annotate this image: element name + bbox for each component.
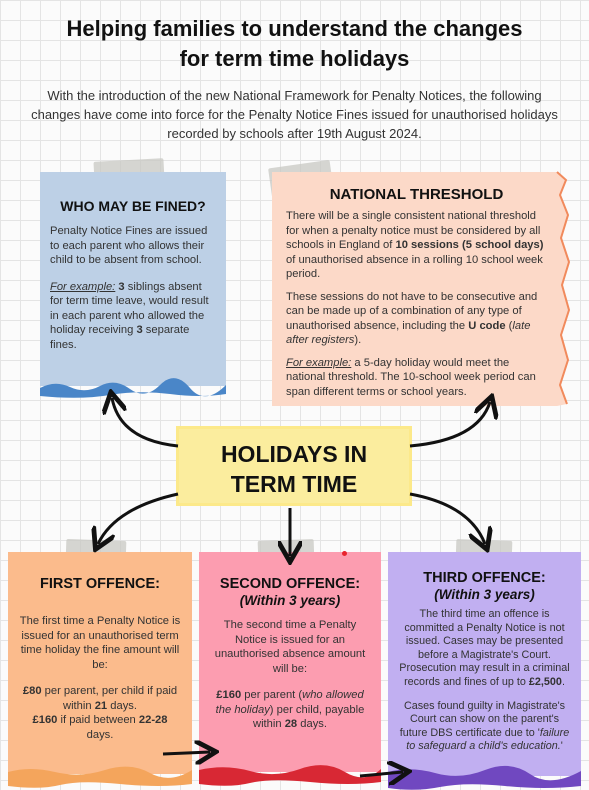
- first-offence-heading: FIRST OFFENCE:: [39, 576, 161, 592]
- arrow-to-who-may-be-fined: [112, 398, 178, 446]
- holidays-in-term-time-banner: [176, 426, 412, 506]
- who-may-be-fined-text: Penalty Notice Fines are issued to each parent who allows their child to be absent from school.: [50, 225, 208, 266]
- third-offence-heading: THIRD OFFENCE:: [423, 570, 546, 586]
- arrow-to-third-offence: [410, 494, 485, 544]
- red-dot-decoration: [342, 551, 347, 556]
- national-threshold-para-3: For example: a 5-day holiday would meet the national threshold. The 10-school week period can span different terms or school years.: [286, 356, 536, 398]
- who-may-be-fined-example: For example: 3 siblings absent for term time leave, would result in each parent who allowed the holiday receiving 3 separate fines.: [50, 280, 209, 351]
- intro-text: With the introduction of the new National Framework for Penalty Notices, the following changes have come into force for the Penalty Notice Fines issued for unauthorised holidays recorded by schools after 19th August 2024.: [31, 88, 558, 141]
- second-offence-fines: £160 per parent (who allowed the holiday) per child, payable within 28 days.: [215, 689, 365, 730]
- national-threshold-para-1: There will be a single consistent national threshold for when a penalty notice must be considered by all schools in England of 10 sessions (5 school days) of unauthorised absence in a rolling 10 school week period.: [286, 210, 544, 280]
- third-offence-para-2: Cases found guilty in Magistrate's Court can show on the parent's future DBS certificate due to 'failure to safeguard a child's education.': [399, 699, 570, 753]
- arrow-to-first-offence: [98, 494, 178, 544]
- banner-line-2: TERM TIME: [230, 471, 358, 497]
- page-title: [20, 14, 569, 74]
- second-offence-subheading: (Within 3 years): [239, 593, 341, 608]
- second-offence-text: The second time a Penalty Notice is issued for an unauthorised absence amount will be:: [214, 619, 366, 675]
- first-offence-card: [8, 552, 192, 774]
- first-offence-fines: £80 per parent, per child if paid within 21 days. £160 if paid between 22-28 days.: [22, 685, 178, 741]
- third-offence-subheading: (Within 3 years): [434, 587, 535, 602]
- national-threshold-card: [272, 172, 557, 406]
- who-may-be-fined-heading: WHO MAY BE FINED?: [60, 198, 206, 214]
- third-offence-para-1: The third time an offence is committed a Penalty Notice is not issued. Cases may be presented before a Magistrate's Court. Prosecution may result in a criminal records and fines of up to £2,500.: [399, 608, 570, 688]
- national-threshold-para-2: These sessions do not have to be consecutive and can be made up of a combination of any type of unauthorised absence, including the U code (late after registers).: [286, 290, 538, 346]
- title-line-1: Helping families to understand the changes: [66, 16, 523, 41]
- arrow-to-national-threshold: [410, 402, 490, 446]
- title-line-2: for term time holidays: [179, 46, 410, 71]
- second-offence-heading: SECOND OFFENCE:: [219, 576, 361, 592]
- torn-edge: [557, 172, 569, 406]
- who-may-be-fined-card: [40, 172, 226, 386]
- second-offence-card: [199, 552, 381, 772]
- first-offence-text: The first time a Penalty Notice is issued for an unauthorised term time holiday the fine amount will be:: [19, 615, 181, 671]
- third-offence-card: [388, 552, 581, 776]
- banner-line-1: HOLIDAYS IN: [220, 441, 368, 467]
- national-threshold-heading: NATIONAL THRESHOLD: [329, 186, 504, 203]
